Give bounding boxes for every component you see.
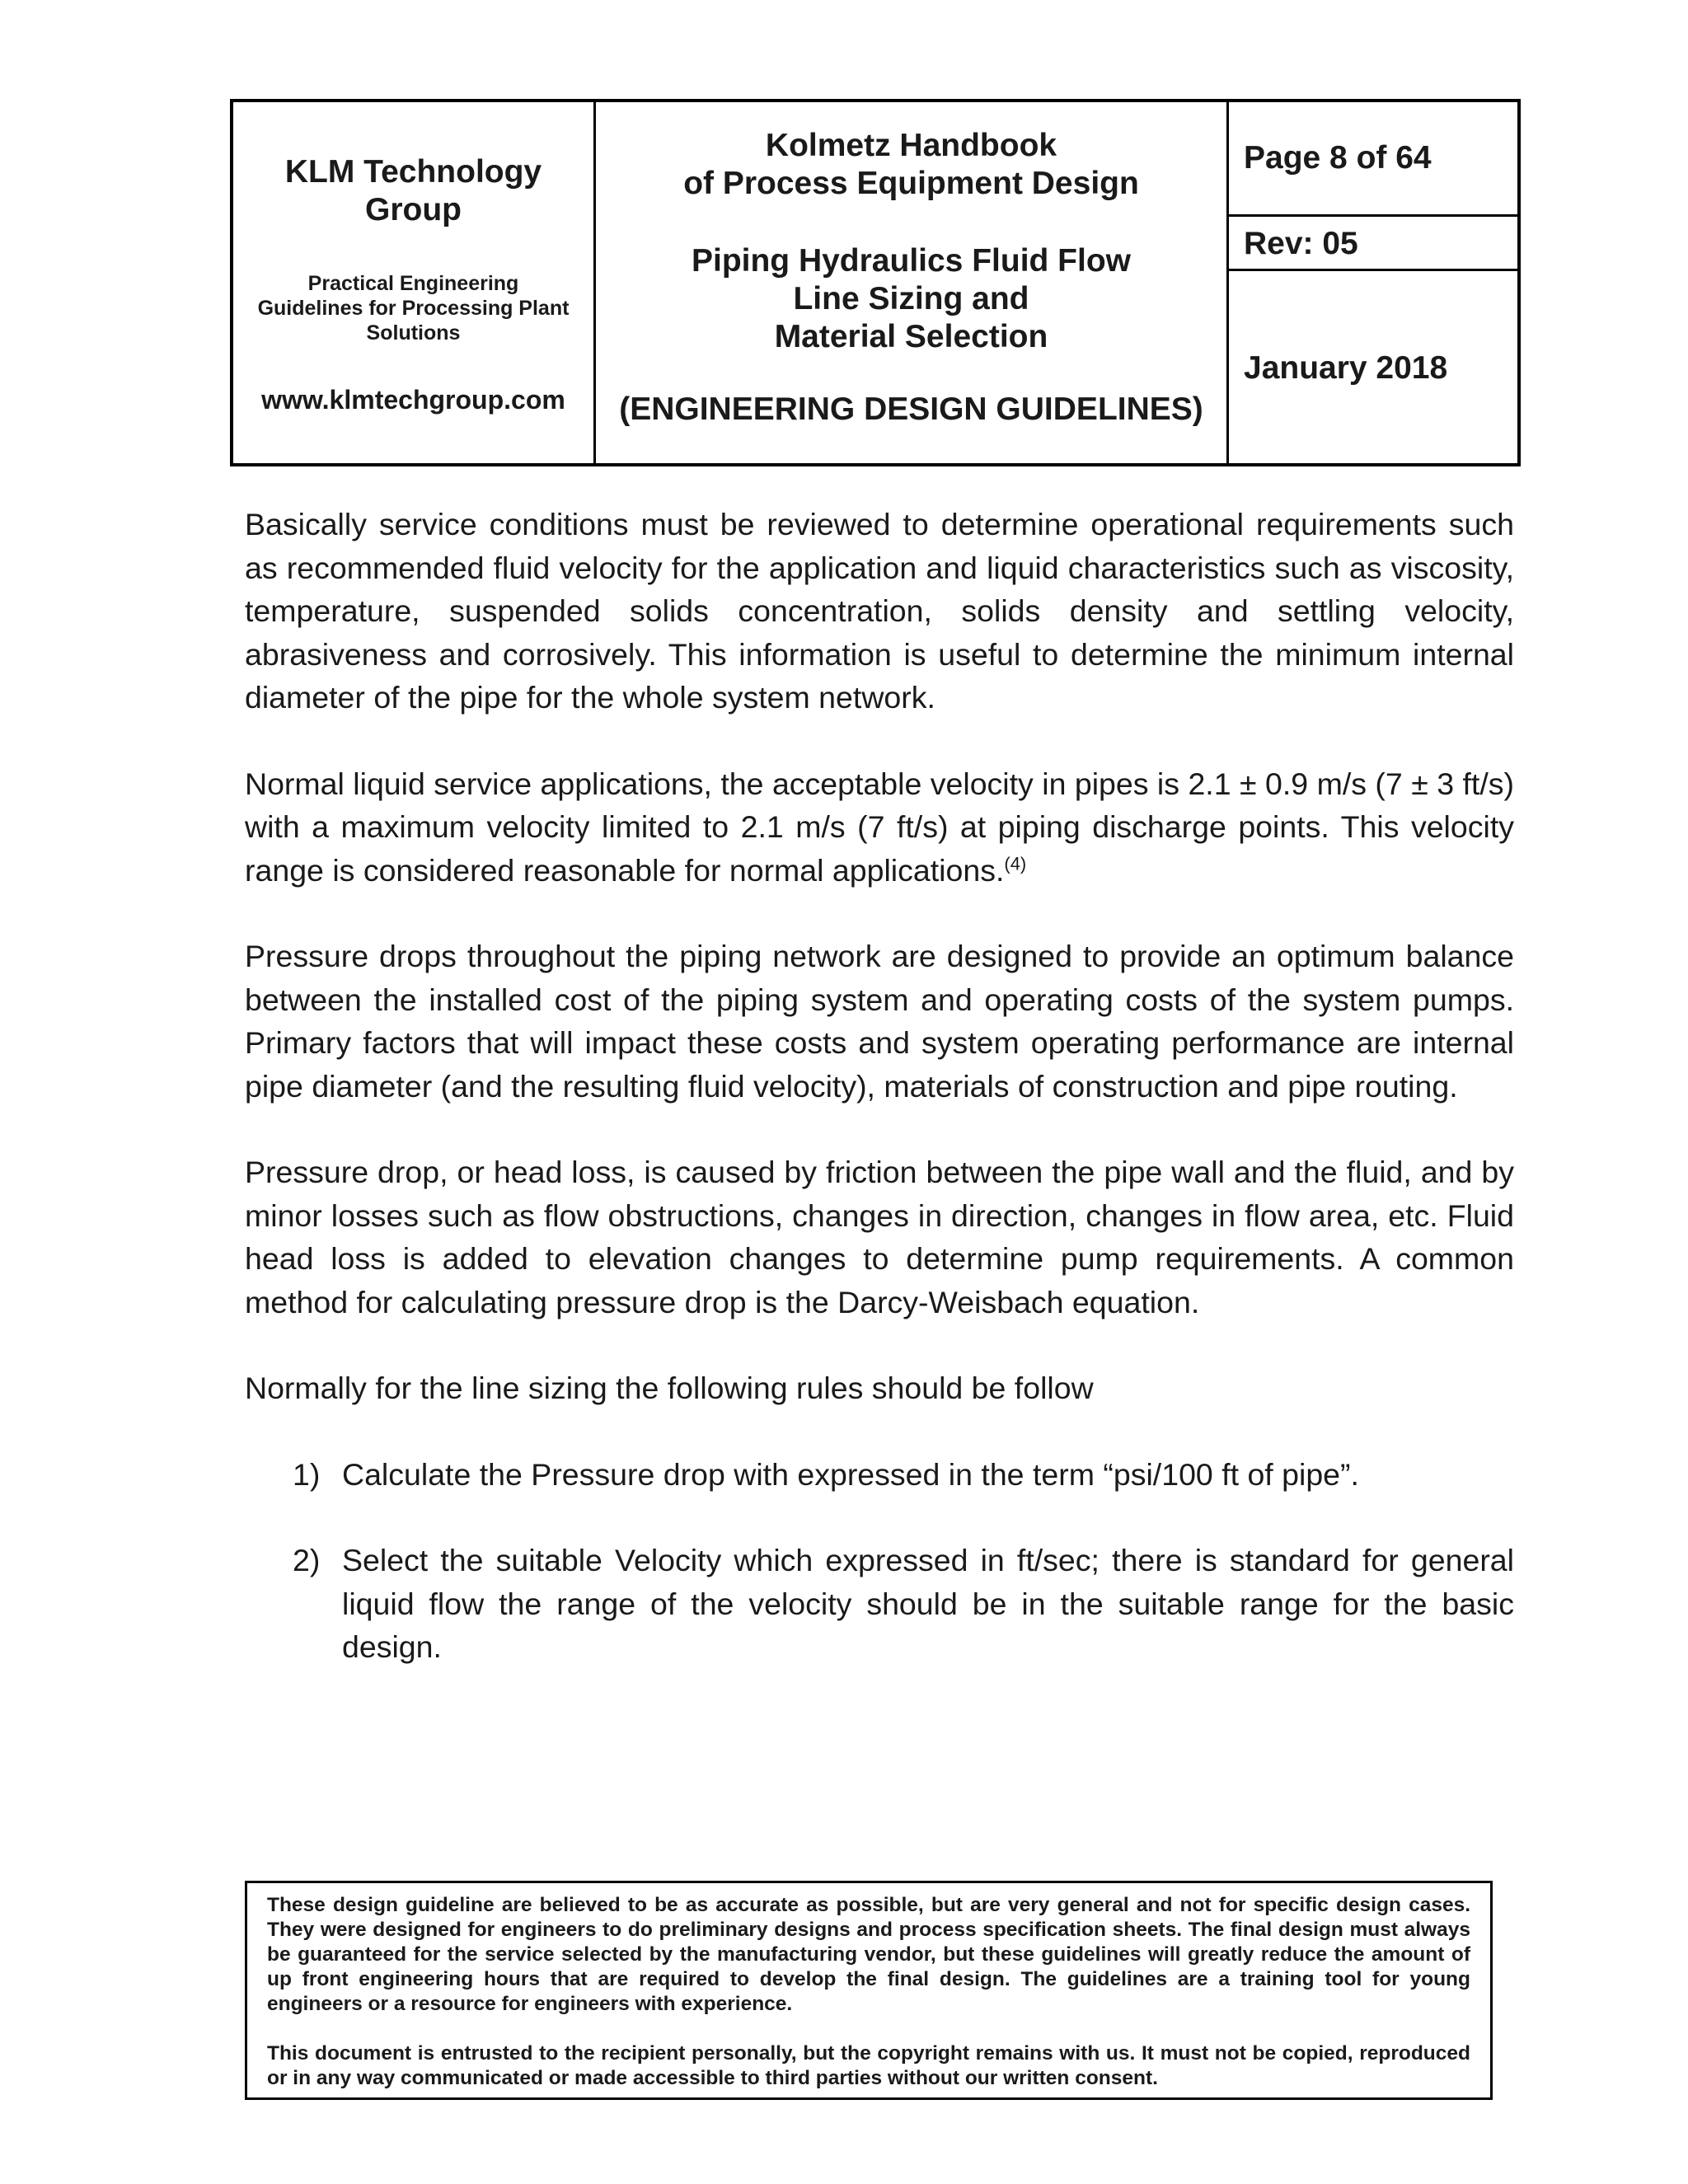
list-item-text: Calculate the Pressure drop with expressed in the term “psi/100 ft of pipe”. <box>342 1456 1359 1492</box>
paragraph-velocity <box>245 762 1514 893</box>
disclaimer-accuracy: These design guideline are believed to be as accurate as possible, but are very general and not for specific design cases. They were designed for engineers to do preliminary designs and process specification sheets. The final design must always be guaranteed for the service selected by the manufacturing vendor, but these guidelines will greatly reduce the amount of up front engineering hours that are required to develop the final design. The guidelines are a training tool for young engineers or a resource for engineers with experience. <box>267 1894 1470 2015</box>
body-content <box>245 503 1514 1712</box>
disclaimer-copyright: This document is entrusted to the recipient personally, but the copyright remains with us. It must not be copied, reproduced or in any way communicated or made accessible to third parties without our written consent. <box>267 2042 1470 2089</box>
list-item <box>245 1453 1514 1497</box>
revision: Rev: 05 <box>1244 226 1358 261</box>
list-item-number: 1) <box>293 1456 321 1492</box>
paragraph-service-conditions: Basically service conditions must be reviewed to determine operational requirements such as recommended fluid velocity for the application and liquid characteristics such as viscosity, temperature, suspended solids concentration, solids density and settling velocity, abrasiveness and corrosively. This information is useful to determine the minimum internal diameter of the pipe for the whole system network. <box>245 507 1514 715</box>
title-line2: Line Sizing and <box>793 281 1029 316</box>
date-cell <box>1229 271 1517 463</box>
company-name <box>233 153 593 229</box>
company-website: www.klmtechgroup.com <box>261 385 565 415</box>
page-number-cell <box>1229 102 1517 217</box>
paragraph-velocity-text: Normal liquid service applications, the acceptable velocity in pipes is 2.1 ± 0.9 m/s (7 ± 3 ft/s) with a maximum velocity limited to 2.1 m/s (7 ft/s) at piping discharge points. This velocity range is considered reasonable for normal applications. <box>245 766 1514 888</box>
document-date: January 2018 <box>1244 350 1448 386</box>
document-header <box>230 99 1521 466</box>
paragraph-rules-intro: Normally for the line sizing the following rules should be follow <box>245 1371 1094 1405</box>
tagline-line2: Guidelines for Processing Plant <box>257 297 570 320</box>
paragraph-pressure-drops: Pressure drops throughout the piping network are designed to provide an optimum balance between the installed cost of the piping system and operating costs of the system pumps. Primary factors that will impact these costs and system operating performance are internal pipe diameter (and the resulting fluid velocity), materials of construction and pipe routing. <box>245 939 1514 1104</box>
meta-cell <box>1229 102 1517 463</box>
title-line1: Piping Hydraulics Fluid Flow <box>691 243 1132 279</box>
handbook-line2: of Process Equipment Design <box>683 166 1139 201</box>
handbook-name <box>596 127 1226 203</box>
disclaimer-box <box>245 1881 1493 2100</box>
tagline-line3: Solutions <box>366 321 461 344</box>
list-item <box>245 1539 1514 1669</box>
list-item-text: Select the suitable Velocity which expressed in ft/sec; there is standard for general liquid flow the range of the velocity should be in the suitable range for the basic design. <box>342 1543 1514 1664</box>
company-name-line1: KLM Technology <box>284 154 542 190</box>
tagline-line1: Practical Engineering <box>307 272 519 295</box>
handbook-line1: Kolmetz Handbook <box>765 128 1057 163</box>
document-type: (ENGINEERING DESIGN GUIDELINES) <box>619 391 1203 427</box>
company-tagline <box>241 271 585 345</box>
company-cell <box>233 102 596 463</box>
title-cell <box>596 102 1229 463</box>
company-name-line2: Group <box>365 192 462 227</box>
rules-list <box>245 1453 1514 1669</box>
document-title <box>596 242 1226 356</box>
paragraph-head-loss: Pressure drop, or head loss, is caused by friction between the pipe wall and the fluid, and by minor losses such as flow obstructions, changes in direction, changes in flow area, etc. Fluid head loss is added to elevation changes to determine pump requirements. A common method for calculating pressure drop is the Darcy-Weisbach equation. <box>245 1155 1514 1319</box>
title-line3: Material Selection <box>774 319 1048 354</box>
reference-superscript: (4) <box>1004 853 1027 874</box>
list-item-number: 2) <box>293 1543 321 1577</box>
page-number: Page 8 of 64 <box>1244 140 1432 176</box>
revision-cell <box>1229 217 1517 271</box>
